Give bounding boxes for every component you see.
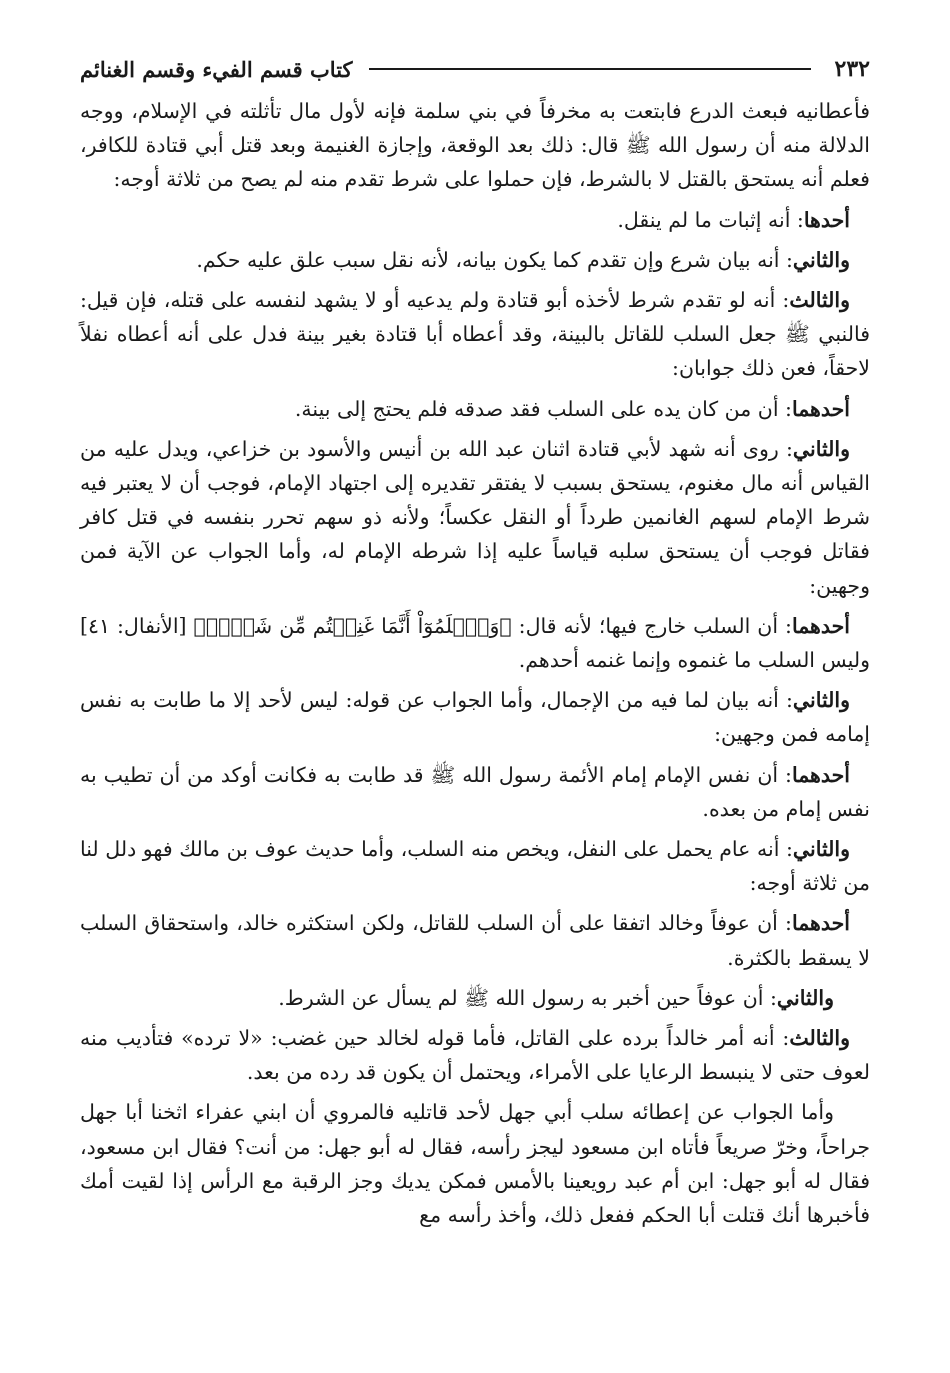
paragraph: [80, 981, 870, 1015]
paragraph: [80, 758, 870, 826]
paragraph-text: : أنه بيان لما فيه من الإجمال، وأما الجواب عن قوله: ليس لأحد إلا ما طابت به نفس إمامه فمن وجهين:: [80, 688, 870, 747]
paragraph-text: : روى أنه شهد لأبي قتادة اثنان عبد الله بن أنيس والأسود بن خزاعي، ويدل عليه من القياس أنه مال مغنوم، يستحق بسبب لا يفتقر تقديره إلى اجتهاد الإمام، فوجب أن لا يعتبر فيه شرط الإمام لسهم الغانمين طرداً أو النقل عكساً؛ ولأنه ذو سهم تحرر بنفسه في قتل كافر فقاتل فوجب أن يستحق سلبه قياساً عليه إذا شرطه الإمام له، وأما الجواب عن الآية فمن وجهين:: [80, 436, 870, 598]
point-label: والثالث: [789, 1026, 850, 1051]
paragraph-text: : أنه إثبات ما لم ينقل.: [617, 207, 804, 232]
paragraph: [80, 243, 870, 277]
point-label: والثاني: [776, 985, 834, 1010]
paragraph-text: فأعطانيه فبعث الدرع فابتعت به مخرفاً في بني سلمة فإنه لأول مال تأثلته في الإسلام، ووجه الدلالة منه أن رسول الله ﷺ قال: ذلك بعد الوقعة، وإجازة الغنيمة وبعد قتل أبي قتادة للكافر، فعلم أنه يستحق بالقتل لا بالشرط، فإن حملوا على شرط تقدم منه لم يصح من ثلاثة أوجه:: [80, 99, 870, 192]
header-rule: [369, 68, 811, 70]
page-number: ٢٣٢: [834, 56, 870, 82]
paragraph-text: : أنه عام يحمل على النفل، ويخص منه السلب، وأما حديث عوف بن مالك فهو دلل لنا من ثلاثة أوجه:: [80, 837, 870, 896]
paragraph: [80, 906, 870, 974]
paragraph: [80, 392, 870, 426]
paragraph-text: : أن السلب خارج فيها؛ لأنه قال: ﴿وَٱعۡلَمُوٓاْ أَنَّمَا غَنِمۡتُم مِّن شَيۡءٖ﴾ [الأنفال: ٤١] وليس السلب ما غنموه وإنما غنمه أحدهم.: [80, 613, 870, 673]
point-label: والثاني: [792, 436, 850, 461]
paragraph: [80, 432, 870, 603]
body-text: [80, 94, 870, 1232]
point-label: أحدهما: [791, 911, 850, 936]
paragraph-text: : أن عوفاً حين أخبر به رسول الله ﷺ لم يسأل عن الشرط.: [278, 985, 777, 1010]
paragraph: [80, 832, 870, 900]
point-label: والثاني: [792, 837, 850, 862]
paragraph-text: : أن نفس الإمام إمام الأئمة رسول الله ﷺ قد طابت به فكانت أوكد من أن تطيب به نفس إمام من بعده.: [80, 762, 870, 821]
point-label: والثالث: [789, 288, 850, 313]
running-title: كتاب قسم الفيء وقسم الغنائم: [80, 56, 353, 82]
point-label: أحدها: [803, 207, 850, 232]
point-label: أحدهما: [791, 762, 850, 787]
point-label: والثاني: [792, 247, 850, 272]
paragraph: [80, 283, 870, 386]
point-label: والثاني: [792, 688, 850, 713]
paragraph: [80, 1021, 870, 1089]
running-header: [80, 52, 870, 86]
paragraph-text: وأما الجواب عن إعطائه سلب أبي جهل لأحد قاتليه فالمروي أن ابني عفراء اثخنا أبا جهل جراحاً، وخرّ صريعاً فأتاه ابن مسعود ليجز رأسه، فقال له أبو جهل: من أنت؟ فقال ابن مسعود، فقال له أبو جهل: ابن أم عبد رويعينا بالأمس فمكن يديك وجز الرقبة مع الرأس إذا لقيت أمك فأخبرها أنك قتلت أبا الحكم ففعل ذلك، وأخذ رأسه مع: [80, 1100, 870, 1228]
paragraph-text: : أن عوفاً وخالد اتفقا على أن السلب للقاتل، ولكن استكثره خالد، واستحقاق السلب لا يسقط بالكثرة.: [80, 911, 870, 970]
paragraph-text: : أنه لو تقدم شرط لأخذه أبو قتادة ولم يدعيه أو لا يشهد لنفسه على قتله، فإن قيل: فالنبي ﷺ جعل السلب للقاتل بالبينة، وقد أعطاه أبا قتادة بغير بينة فدل على أنه أعطاه نفلاً لاحقاً، فعن ذلك جوابان:: [80, 288, 870, 381]
paragraph-text: : أنه بيان شرع وإن تقدم كما يكون بيانه، لأنه نقل سبب علق عليه حكم.: [196, 247, 793, 272]
paragraph-text: : أن من كان يده على السلب فقد صدقه فلم يحتج إلى بينة.: [294, 396, 792, 421]
paragraph-text: : أنه أمر خالداً برده على القاتل، فأما قوله لخالد حين غضب: «لا ترده» فتأديب منه لعوف حتى لا ينبسط الرعايا على الأمراء، ويحتمل أن يكون قد رده من بعد.: [80, 1026, 870, 1085]
point-label: أحدهما: [791, 613, 850, 638]
paragraph: [80, 609, 870, 677]
point-label: أحدهما: [791, 396, 850, 421]
paragraph: [80, 203, 870, 237]
paragraph: [80, 683, 870, 751]
paragraph: [80, 1095, 870, 1232]
page: [80, 52, 870, 1232]
paragraph: [80, 94, 870, 197]
